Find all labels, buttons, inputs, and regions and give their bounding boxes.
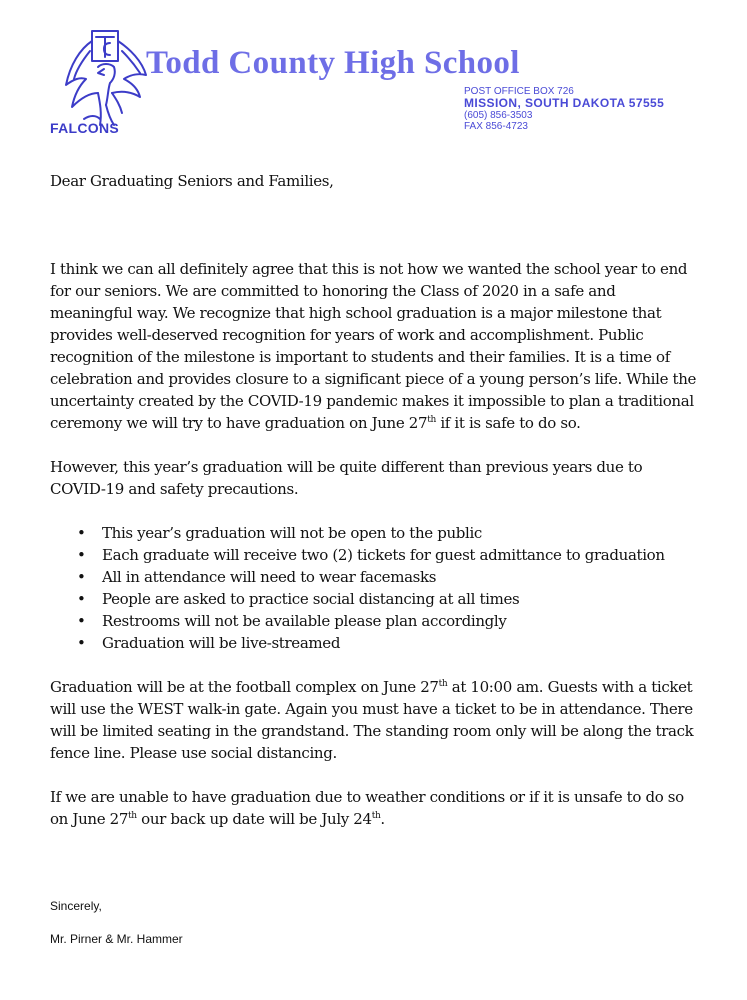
paragraph-intro-tail: if it is safe to do so.: [435, 414, 581, 432]
mascot-label: FALCONS: [50, 120, 119, 136]
ordinal-suffix: th: [128, 811, 137, 821]
list-item: • Each graduate will receive two (2) tickets for guest admittance to graduation: [102, 544, 700, 566]
letter-body: [50, 170, 700, 852]
closing: Sincerely,: [50, 899, 102, 913]
list-item: • This year’s graduation will not be open to the public: [102, 522, 700, 544]
paragraph-backup-tail: .: [380, 810, 385, 828]
paragraph-backup-mid: our back up date will be July 24: [136, 810, 372, 828]
paragraph-backup-date: [50, 786, 700, 830]
signers: Mr. Pirner & Mr. Hammer: [50, 932, 183, 946]
address-po-box: POST OFFICE BOX 726: [464, 86, 574, 97]
school-address: [464, 86, 664, 132]
list-item: • Restrooms will not be available please plan accordingly: [102, 610, 700, 632]
paragraph-logistics-tail: at 10:00 am. Guests with a ticket will use the WEST walk-in gate. Again you must have a ticket to be in attendance. There will be limited seating in the grandstand. The standing room only will be along the track fence line. Please use social distancing.: [50, 678, 694, 762]
paragraph-differences: However, this year’s graduation will be quite different than previous years due to COVID-19 and safety precautions.: [50, 458, 643, 498]
paragraph-logistics-text: Graduation will be at the football complex on June 27: [50, 678, 439, 696]
paragraph-logistics: [50, 676, 700, 764]
list-item: • All in attendance will need to wear facemasks: [102, 566, 700, 588]
ordinal-suffix: th: [371, 811, 381, 821]
precautions-list: [50, 522, 700, 654]
school-name: Todd County High School: [146, 45, 520, 81]
address-fax: FAX 856-4723: [464, 121, 528, 132]
ordinal-suffix: th: [438, 679, 448, 689]
address-city-state: MISSION, SOUTH DAKOTA 57555: [464, 96, 665, 110]
paragraph-intro: [50, 258, 700, 434]
list-item: • Graduation will be live-streamed: [102, 632, 700, 654]
ordinal-suffix: th: [427, 415, 436, 425]
address-phone: (605) 856-3503: [464, 110, 533, 121]
salutation: Dear Graduating Seniors and Families,: [50, 172, 334, 190]
paragraph-backup-text: If we are unable to have graduation due to weather conditions or if it is unsafe to do so on June 27: [50, 788, 684, 828]
list-item: • People are asked to practice social distancing at all times: [102, 588, 700, 610]
paragraph-intro-text: I think we can all definitely agree that this is not how we wanted the school year to end for our seniors. We are committed to honoring the Class of 2020 in a safe and meaningful way. We recognize that high school graduation is a major milestone that provides well-deserved recognition for years of work and accomplishment. Public recognition of the milestone is important to students and their families. It is a time of celebration and provides closure to a significant piece of a young person’s life. While the uncertainty created by the COVID-19 pandemic makes it impossible to plan a traditional ceremony we will try to have graduation on June 27: [50, 260, 697, 432]
falcon-logo-icon: [60, 27, 150, 135]
